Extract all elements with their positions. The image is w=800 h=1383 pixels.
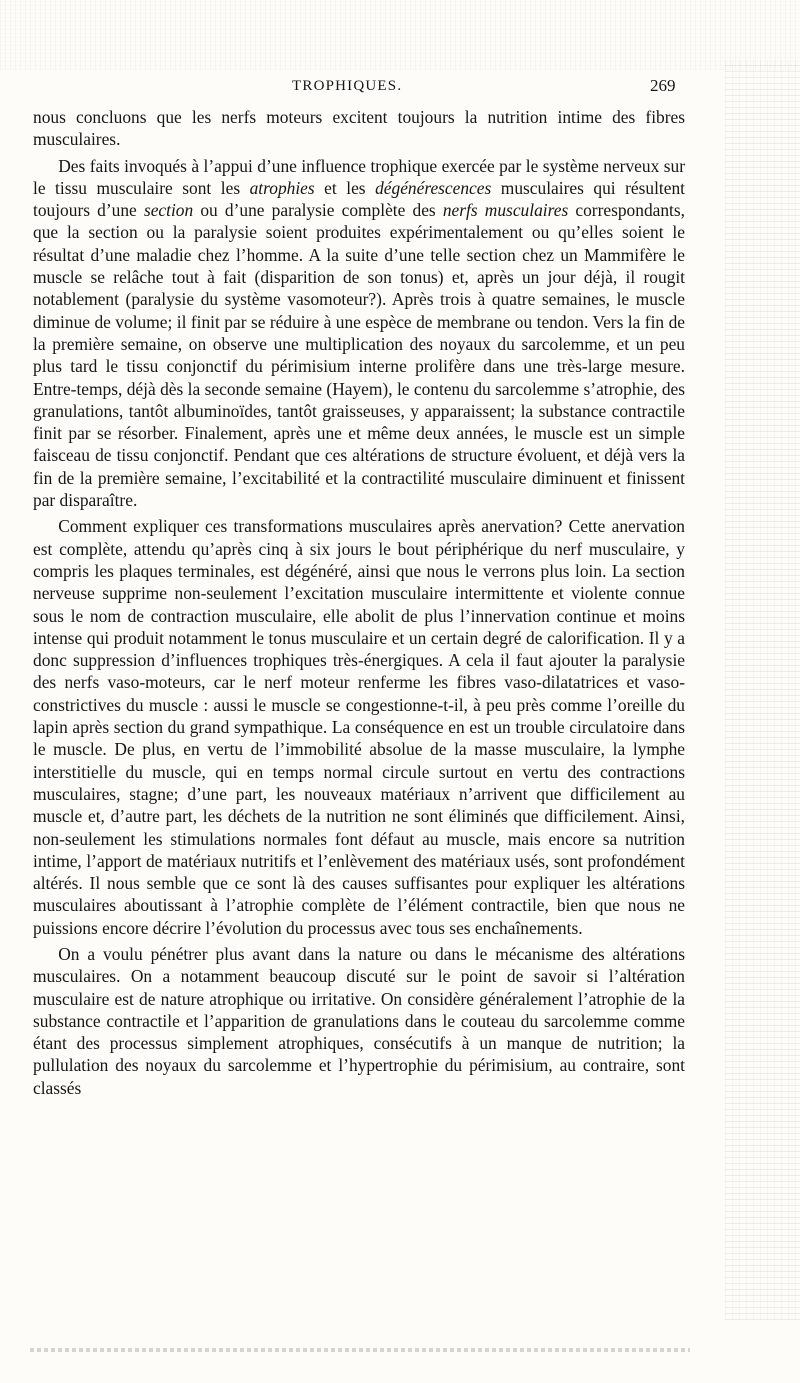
text-segment: ou d’une paralysie complète des <box>193 200 443 221</box>
paragraph <box>33 515 685 939</box>
running-title: TROPHIQUES. <box>292 78 403 94</box>
paragraph <box>33 106 685 151</box>
paragraph <box>33 943 685 1099</box>
text-segment: nous concluons que les nerfs moteurs excitent toujours la nutrition intime des fibres musculaires. <box>33 107 685 150</box>
text-segment: Comment expliquer ces transformations musculaires après anervation? Cette anervation est complète, attendu qu’après cinq à six jours le bout périphérique du nerf musculaire, y compris les plaques terminales, est dégénéré, ainsi que nous le verrons plus loin. La section nerveuse supprime non-seulement l’excitation musculaire intermittente et violente connue sous le nom de contraction musculaire, elle abolit de plus l’innervation continue et moins intense qui produit notamment le tonus musculaire et un certain degré de calorification. Il y a donc suppression d’influences trophiques très-énergiques. A cela il faut ajouter la paralysie des nerfs vaso-moteurs, car le nerf moteur renferme les fibres vaso-dilatatrices et vaso-constrictives du muscle : aussi le muscle se congestionne-t-il, à peu près comme l’oreille du lapin après section du grand sympathique. La conséquence en est un trouble circulatoire dans le muscle. De plus, en vertu de l’immobilité absolue de la masse musculaire, la lymphe interstitielle du muscle, qui en temps normal circule surtout en vertu des contractions musculaires, stagne; d’une part, les nouveaux matériaux n’arrivent que difficilement au muscle et, d’autre part, les déchets de la nutrition ne sont éliminés que difficilement. Ainsi, non-seulement les stimulations normales font défaut au muscle, mais encore sa nutrition intime, l’apport de matériaux nutritifs et l’enlèvement des matériaux usés, sont profondément altérés. Il nous semble que ce sont là des causes suffisantes pour expliquer les altérations musculaires aboutissant à l’atrophie complète de l’élément contractile, bien que nous ne puissions encore décrire l’évolution du processus avec tous ses enchaînements. <box>33 516 685 938</box>
italic-term: dégénérescences <box>375 177 492 198</box>
scan-bottom-artifact <box>30 1348 690 1352</box>
italic-term: atrophies <box>249 177 315 198</box>
running-head <box>0 76 800 100</box>
text-segment: On a voulu pénétrer plus avant dans la nature ou dans le mécanisme des altérations musculaires. On a notamment beaucoup discuté sur le point de savoir si l’altération musculaire est de nature atrophique ou irritative. On considère généralement l’atrophie de la substance contractile et l’apparition de granulations dans le couteau du sarcolemme comme étant des processus simplement atrophiques, consécutifs à un manque de nutrition; la pullulation des noyaux du sarcolemme et l’hypertrophie du périmisium, au contraire, sont classés <box>33 943 685 1098</box>
italic-term: nerfs musculaires <box>442 200 569 221</box>
scan-edge-right <box>725 60 800 1320</box>
text-segment: Des faits invoqués à l’appui d’une influence trophique exercée par le système nerveux sur le tissu musculaire sont les <box>33 155 685 198</box>
paragraph <box>33 155 685 512</box>
page-number: 269 <box>650 76 676 95</box>
scan-noise-top <box>0 0 800 70</box>
body-text <box>33 106 685 1099</box>
text-segment: et les <box>314 177 376 198</box>
italic-term: section <box>143 200 194 221</box>
text-segment: musculaires qui résultent toujours d’une <box>33 177 685 221</box>
text-segment: correspondants, que la section ou la paralysie soient produites expérimentalement ou qu’elles soient le résultat d’une maladie chez l’homme. A la suite d’une telle section chez un Mammifère le muscle se relâche tout à fait (disparition de son tonus) et, après un jour déjà, il rougit notablement (paralysie du système vasomoteur?). Après trois à quatre semaines, le muscle diminue de volume; il finit par se réduire à une espèce de membrane ou tendon. Vers la fin de la première semaine, on observe une multiplication des noyaux du sarcolemme, et un peu plus tard le tissu conjonctif du périmisium interne prolifère dans une très-large mesure. Entre-temps, déjà dès la seconde semaine (Hayem), le contenu du sarcolemme s’atrophie, des granulations, tantôt albuminoïdes, tantôt graisseuses, y apparaissent; la substance contractile finit par se résorber. Finalement, après une et même deux années, le muscle est un simple faisceau de tissu conjonctif. Pendant que ces altérations de structure évoluent, et déjà vers la fin de la première semaine, l’excitabilité et la contractilité musculaire diminuent et finissent par disparaître. <box>33 200 686 511</box>
